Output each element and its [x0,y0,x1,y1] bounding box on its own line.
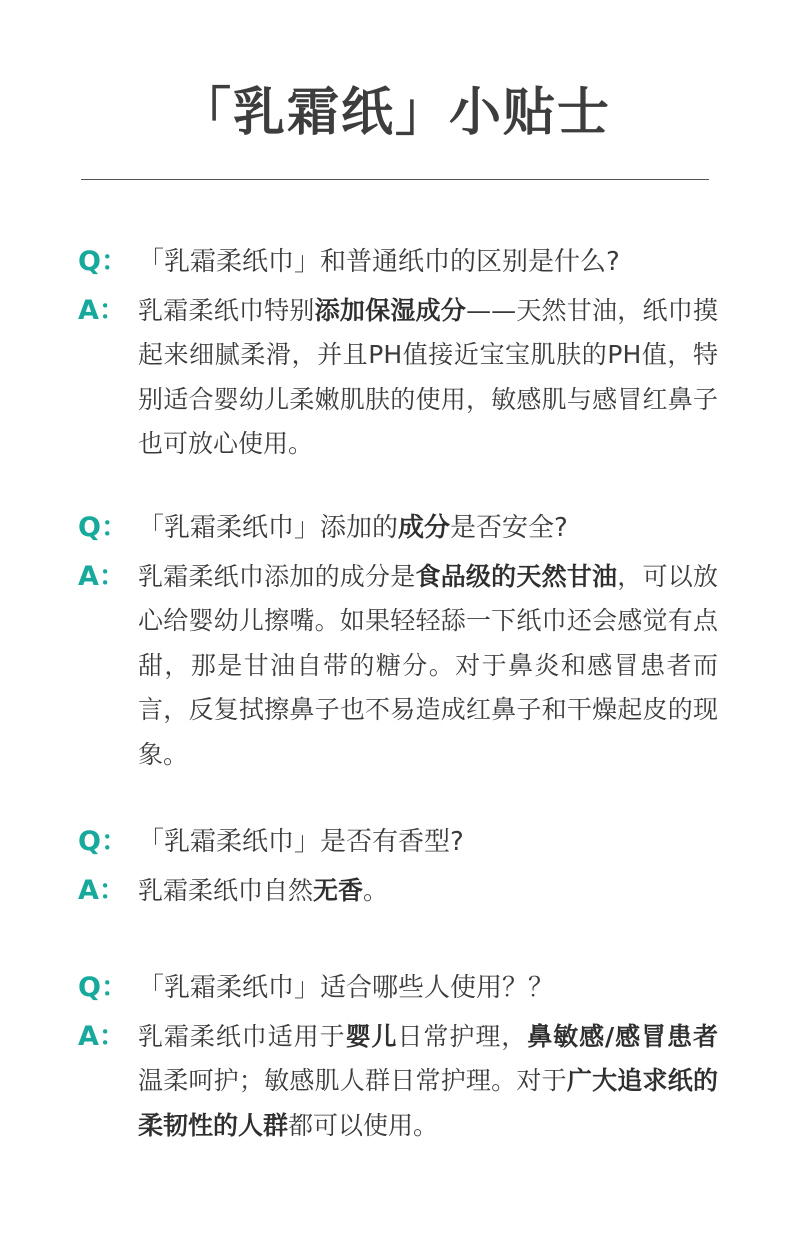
answer-row [78,869,718,914]
qa-item-4 [78,966,718,1148]
qa-item-1 [78,240,718,467]
answer-segment: 。 [363,875,389,905]
question-marker: Q： [78,512,128,543]
qa-item-2 [78,506,718,777]
answer-segment: ，可以放心给婴幼儿擦嘴。如果轻轻舔一下纸巾还会感觉有点甜，那是甘油自带的糖分。对于鼻炎和感冒患者而言，反复拭擦鼻子也不易造成红鼻子和干燥起皮的现象。 [138,561,718,769]
question-text: 「乳霜柔纸巾」适合哪些人使用？？ [138,973,555,1003]
answer-marker: A： [78,294,126,326]
question-text: 「乳霜柔纸巾」是否有香型? [138,827,464,857]
answer-highlight: 广大追求纸的柔韧性的人群 [138,1066,718,1140]
answer-segment: 日常护理， [397,1021,528,1051]
answer-text [138,1015,718,1149]
answer-segment: 都可以使用。 [288,1110,439,1140]
answer-text [138,289,718,467]
question-marker: Q： [78,972,128,1003]
question-text [138,506,718,551]
title-divider [81,179,709,180]
answer-highlight: 婴儿 [345,1021,398,1051]
question-row [78,506,718,551]
question-segment: 「乳霜柔纸巾」添加的 [138,513,399,543]
answer-row [78,289,718,467]
answer-highlight: 添加保湿成分 [314,295,467,325]
answer-marker: A： [78,1020,126,1052]
answer-segment: 乳霜柔纸巾特别 [138,295,315,325]
answer-row [78,555,718,778]
answer-segment: 乳霜柔纸巾自然 [138,875,314,905]
qa-item-3 [78,820,718,913]
question-highlight: 成分 [398,513,451,543]
question-row [78,966,718,1011]
question-marker: Q： [78,246,128,277]
answer-highlight: 无香 [313,875,364,905]
answer-marker: A： [78,560,126,592]
page-title: 「乳霜纸」小贴士 [178,83,611,143]
answer-text [138,555,718,778]
question-marker: Q： [78,826,128,857]
answer-segment: 温柔呵护；敏感肌人群日常护理。对于 [138,1066,567,1095]
answer-text [138,869,718,914]
question-text: 「乳霜柔纸巾」和普通纸巾的区别是什么? [138,247,620,277]
question-row [78,820,718,865]
answer-highlight: 鼻敏感/感冒患者 [527,1021,718,1051]
answer-segment: ——天然甘油，纸巾摸起来细腻柔滑，并且PH值接近宝宝肌肤的PH值，特别适合婴幼儿柔嫩肌肤的使用，敏感肌与感冒红鼻子也可放心使用。 [138,295,718,458]
answer-marker: A： [78,874,126,906]
question-row [78,240,718,285]
answer-segment: 乳霜柔纸巾添加的成分是 [138,561,416,591]
question-segment: 是否安全? [450,513,568,543]
answer-segment: 乳霜柔纸巾适用于 [138,1021,346,1051]
answer-row [78,1015,718,1149]
answer-highlight: 食品级的天然甘油 [415,561,618,591]
